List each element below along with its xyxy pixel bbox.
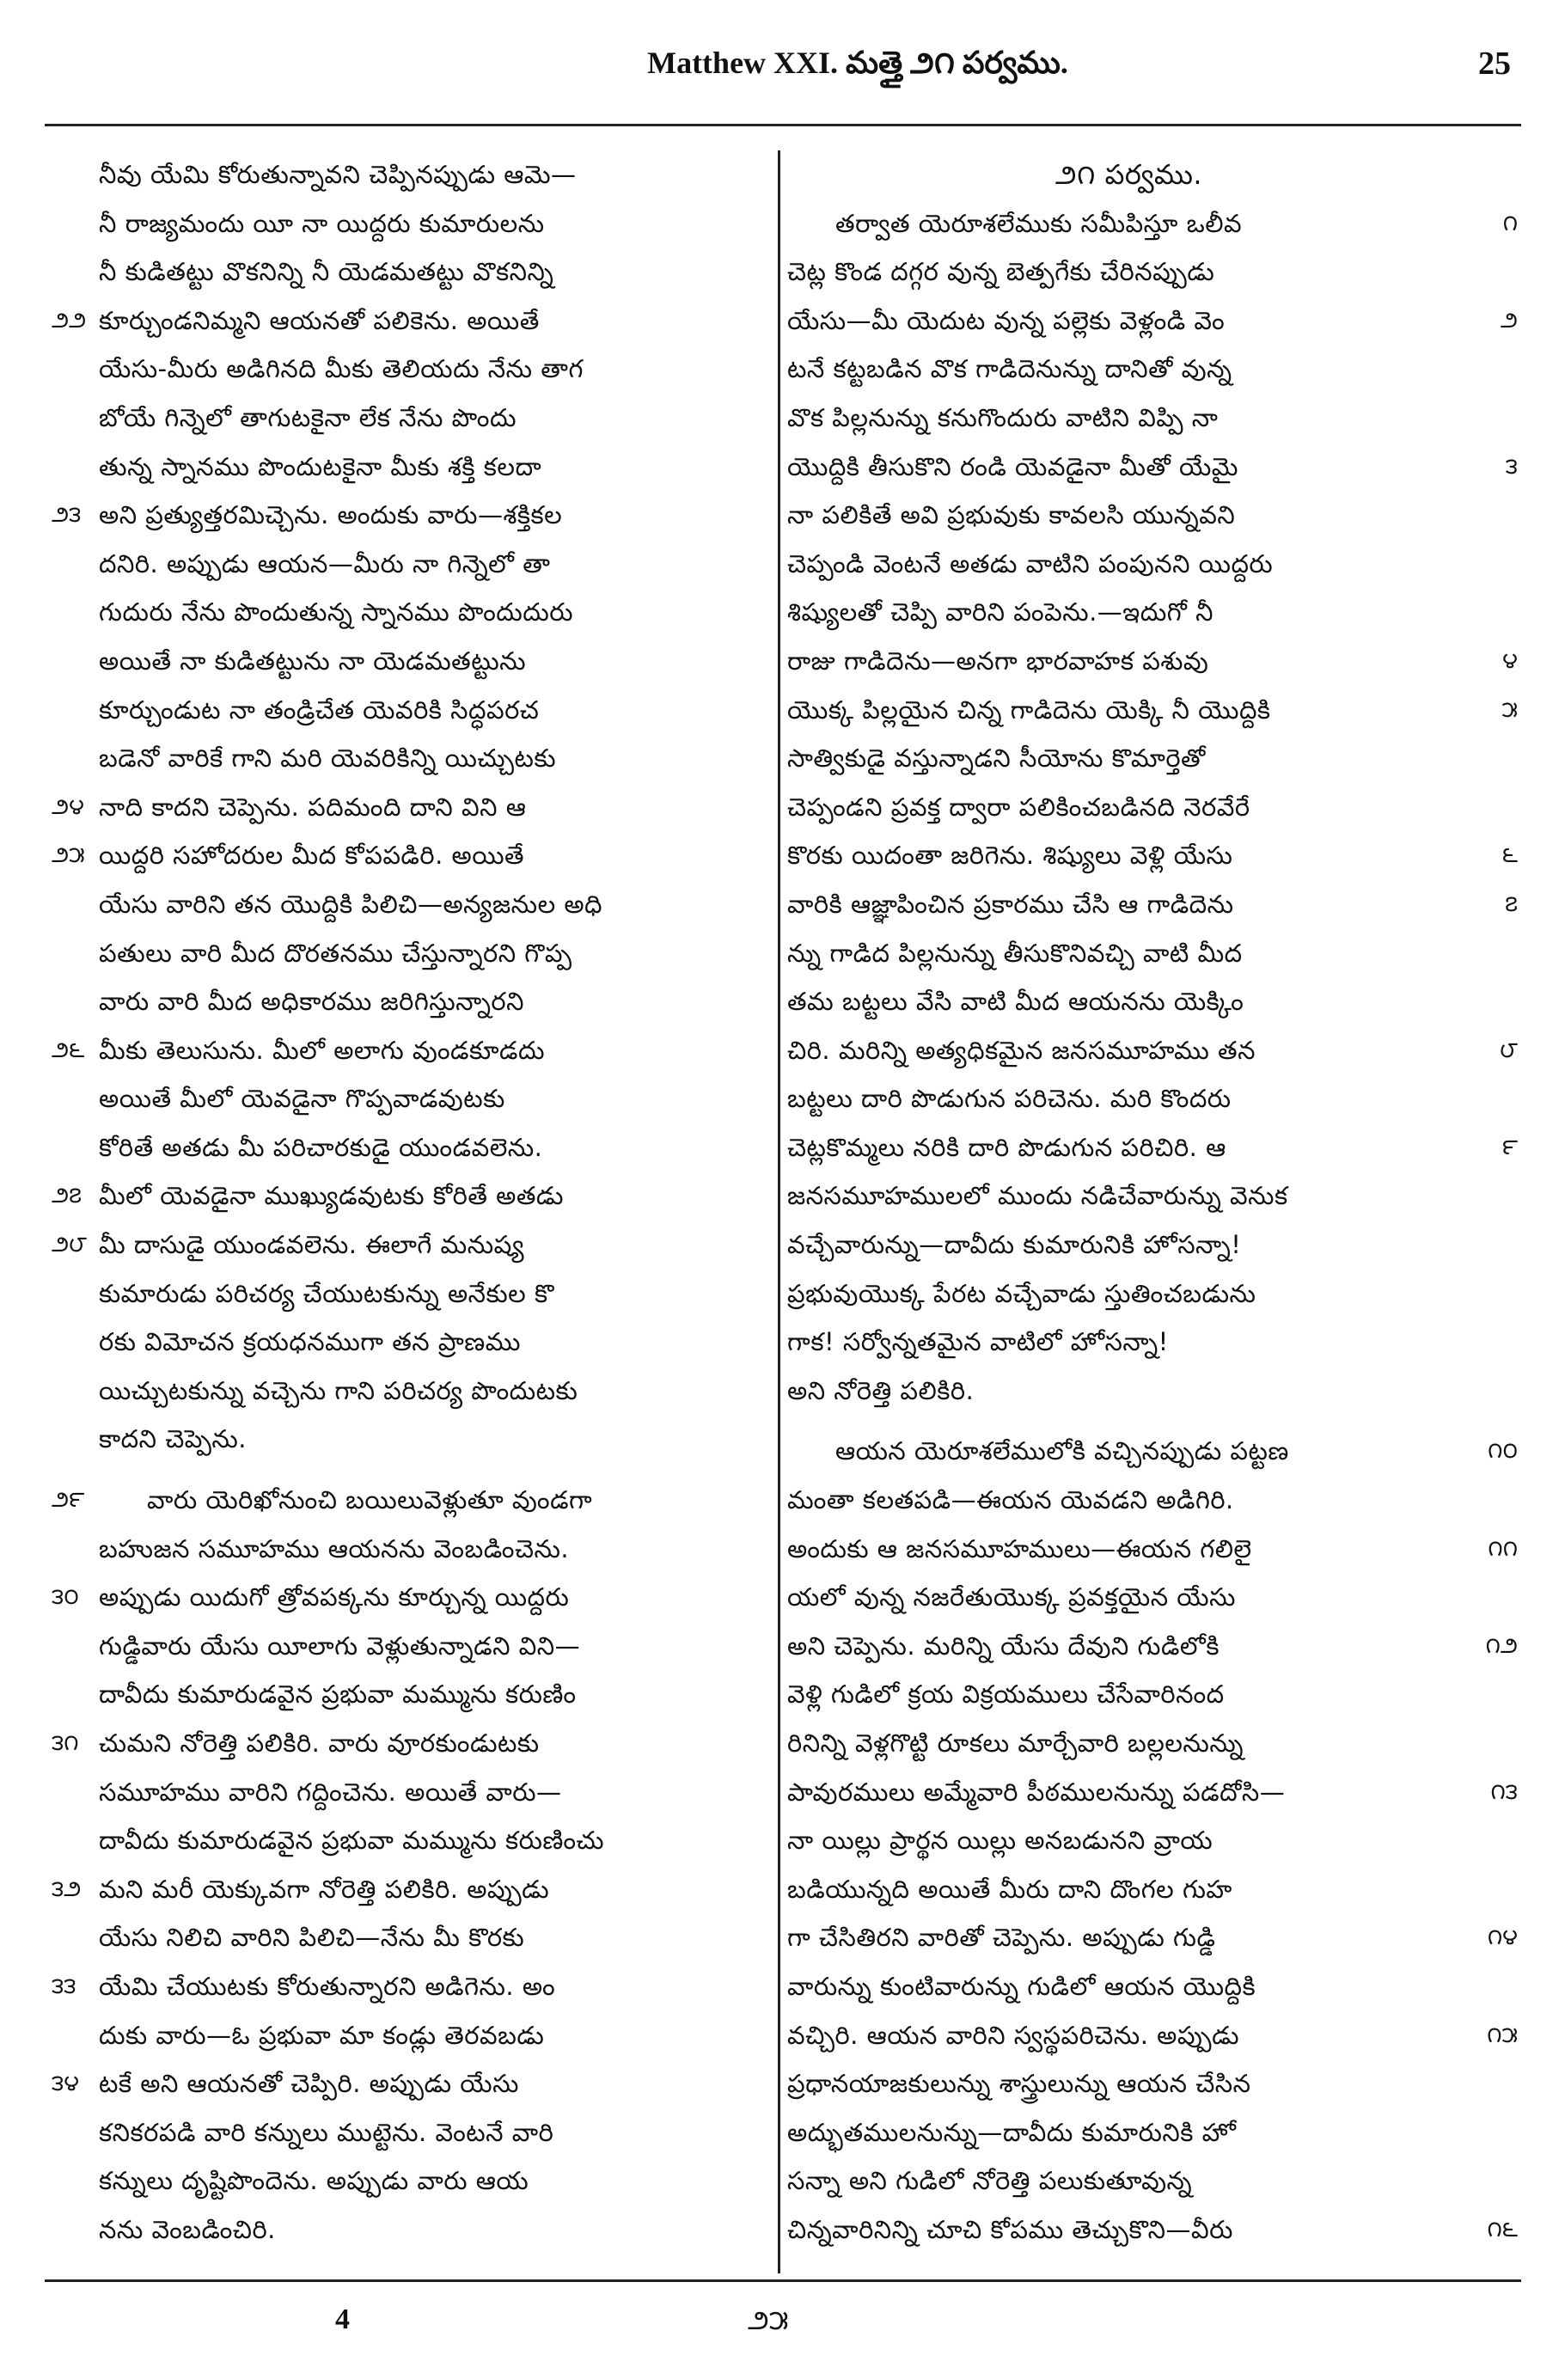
line-text: వారికి ఆజ్ఞాపించిన ప్రకారము చేసి ఆ గాడిదెను xyxy=(787,889,1234,919)
verse-number: ౩౪ xyxy=(52,2071,80,2097)
verse-number: ౬ xyxy=(1501,842,1518,869)
text-line xyxy=(787,345,1518,394)
line-text: కుమారుడు పరిచర్య చేయుటకున్ను అనేకుల కొ xyxy=(99,1278,554,1308)
left-column xyxy=(52,150,773,2255)
line-text: యొద్దికి తీసుకొని రండి యెవడైనా మీతో యేమై xyxy=(787,451,1238,481)
line-text: వెళ్లి గుడిలో క్రయ విక్రయములు చేసేవారినంద xyxy=(787,1679,1225,1710)
text-line xyxy=(787,1074,1518,1123)
text-line xyxy=(787,929,1518,978)
text-line xyxy=(787,248,1518,297)
text-line xyxy=(787,1865,1518,1914)
line-text: రాజు గాడిదెను—అనగా భారవాహక పశువు xyxy=(787,645,1209,676)
line-text: అని నోరెత్తి పలికిరి. xyxy=(787,1375,975,1405)
line-text: వచ్చిరి. ఆయన వారిని స్వస్థపరిచెను. అప్పుడు xyxy=(787,2020,1240,2050)
text-line xyxy=(52,1768,773,1817)
line-text: బట్టలు దారి పొడుగున పరిచెను. మరి కొందరు xyxy=(787,1084,1232,1114)
text-line xyxy=(52,2011,773,2060)
header-rule xyxy=(45,124,1521,126)
verse-number: ౯ xyxy=(1501,1134,1518,1160)
footer-rule xyxy=(45,2279,1521,2282)
verse-number: ౧౨ xyxy=(1485,1632,1518,1659)
line-text: దనిరి. అప్పుడు ఆయన—మీరు నా గిన్నెలో తా xyxy=(99,548,551,578)
text-line xyxy=(52,1816,773,1865)
text-line xyxy=(52,248,773,297)
text-line xyxy=(787,297,1518,346)
line-text: దుకు వారు—ఓ ప్రభువా మా కండ్లు తెరవబడు xyxy=(99,2020,545,2050)
text-line xyxy=(52,443,773,492)
text-line xyxy=(52,1719,773,1768)
text-line xyxy=(52,297,773,346)
text-line xyxy=(787,1476,1518,1525)
line-text: తమ బట్టలు వేసి వాటి మీద ఆయనను యెక్కిం xyxy=(787,987,1244,1017)
line-text: నీవు యేమి కోరుతున్నావని చెప్పినప్పుడు ఆమె— xyxy=(99,160,577,189)
line-text: యిద్దరి సహోదరుల మీద కోపపడిరి. అయితే xyxy=(99,841,525,871)
verse-number: ౧౧ xyxy=(1488,1535,1518,1562)
verse-number: ౩౦ xyxy=(52,1584,79,1611)
line-text: ప్రభువుయొక్క పేరట వచ్చేవాడు స్తుతించబడును xyxy=(787,1278,1256,1308)
line-text: తున్న స్నానము పొందుటకైనా మీకు శక్తి కలదా xyxy=(99,451,542,481)
line-text: పావురములు అమ్మేవారి పీఠములనున్ను పడదోసి— xyxy=(787,1777,1286,1807)
text-line xyxy=(52,1074,773,1123)
text-line xyxy=(787,783,1518,832)
line-text: నా యిల్లు ప్రార్థన యిల్లు అనబడునని వ్రాయ xyxy=(787,1826,1213,1856)
line-text: కనికరపడి వారి కన్నులు ముట్టెను. వెంటనే వారి xyxy=(99,2117,554,2147)
text-line xyxy=(787,2059,1518,2108)
text-line xyxy=(52,831,773,880)
line-text: అని ప్రత్యుత్తరమిచ్చెను. అందుకు వారు—శక్తికల xyxy=(99,500,563,530)
text-line xyxy=(787,686,1518,735)
line-text: బడెనో వారికే గాని మరి యెవరికిన్ని యిచ్చుటకు xyxy=(99,743,557,774)
text-line xyxy=(52,1622,773,1671)
line-text: కన్నులు దృష్టిపొందెను. అప్పుడు వారు ఆయ xyxy=(99,2166,529,2196)
verse-number: ౩౧ xyxy=(52,1730,79,1756)
line-text: సాత్వికుడై వస్తున్నాడని సీయోను కొమార్తెతో xyxy=(787,743,1206,774)
text-line xyxy=(787,1270,1518,1318)
line-text: బడియున్నది అయితే మీరు దాని దొంగల గుహ xyxy=(787,1874,1232,1904)
line-text: యేసు వారిని తన యొద్దికి పిలిచి—అన్యజనుల అధి xyxy=(99,889,603,919)
line-text: దావీదు కుమారుడవైన ప్రభువా మమ్మును కరుణించు xyxy=(99,1826,605,1856)
verse-number: ౩ xyxy=(1505,453,1518,480)
line-text: మంతా కలతపడి—ఈయన యెవడని అడిగిరి. xyxy=(787,1485,1234,1515)
verse-number: ౨౭ xyxy=(52,1183,82,1209)
line-text: తర్వాత యెరూశలేముకు సమీపిస్తూ ఒలీవ xyxy=(835,208,1243,238)
verse-number: ౩౨ xyxy=(52,1875,82,1902)
line-text: నను వెంబడించిరి. xyxy=(99,2214,276,2244)
running-header: Matthew XXI. మత్తై ౨౧ పర్వము. xyxy=(647,46,1068,80)
line-text: ౨౧ పర్వము. xyxy=(1055,158,1203,191)
line-text: కూర్చుండనిమ్మని ఆయనతో పలికెను. అయితే xyxy=(99,305,540,335)
text-line xyxy=(52,1026,773,1075)
text-line xyxy=(52,1415,773,1464)
text-line xyxy=(52,686,773,735)
verse-number: ౨౩ xyxy=(52,502,82,529)
text-line xyxy=(787,831,1518,880)
text-line xyxy=(787,1670,1518,1719)
line-text: బహుజన సమూహము ఆయనను వెంబడించెను. xyxy=(99,1533,570,1563)
footer-mark: ౨౫ xyxy=(748,2304,789,2336)
line-text: గుదురు నేను పొందుతున్న స్నానము పొందుదురు xyxy=(99,597,574,627)
signature-mark: 4 xyxy=(335,2304,350,2335)
line-text: టనే కట్టబడిన వొక గాడిదెనున్ను దానితో వున్న xyxy=(787,354,1232,384)
verse-number: ౨౯ xyxy=(52,1487,85,1514)
text-line xyxy=(787,1913,1518,1962)
text-line xyxy=(787,540,1518,589)
text-line xyxy=(52,2157,773,2206)
verse-number: ౧౫ xyxy=(1487,2022,1518,2048)
page-number: 25 xyxy=(1478,46,1511,82)
chapter-heading xyxy=(787,150,1518,199)
line-text: యేసు-మీరు అడిగినది మీకు తెలియదు నేను తాగ xyxy=(99,354,584,384)
line-text: గా చేసితిరని వారితో చెప్పెను. అప్పుడు గుడ్డి xyxy=(787,1923,1216,1953)
text-line xyxy=(787,1573,1518,1622)
text-line xyxy=(787,1719,1518,1768)
text-line xyxy=(52,1670,773,1719)
text-line xyxy=(52,199,773,248)
line-text: వారున్ను కుంటివారున్ను గుడిలో ఆయన యొద్దికి xyxy=(787,1971,1256,2001)
line-text: నాది కాదని చెప్పెను. పదిమంది దాని విని ఆ xyxy=(99,792,527,822)
text-line xyxy=(52,1367,773,1416)
line-text: మీలో యెవడైనా ముఖ్యుడవుటకు కోరితే అతడు xyxy=(99,1181,564,1211)
text-line xyxy=(787,1172,1518,1221)
verse-number: ౨౪ xyxy=(52,793,84,820)
paragraph-gap xyxy=(52,1464,773,1476)
line-text: అని చెప్పెను. మరిన్ని యేసు దేవుని గుడిలోకి xyxy=(787,1631,1220,1661)
line-text: కూర్చుండుట నా తండ్రిచేత యెవరికి సిద్ధపరచ xyxy=(99,694,540,725)
line-text: కాదని చెప్పెను. xyxy=(99,1424,247,1454)
line-text: రకు విమోచన క్రయధనముగా తన ప్రాణము xyxy=(99,1327,521,1357)
text-line xyxy=(787,2157,1518,2206)
line-text: శిష్యులతో చెప్పి వారిని పంపెను.—ఇదుగో నీ xyxy=(787,597,1213,627)
line-text: వచ్చేవారున్ను—దావీదు కుమారునికి హోసన్నా! xyxy=(787,1230,1242,1260)
line-text: కోరితే అతడు మీ పరిచారకుడై యుండవలెను. xyxy=(99,1132,543,1162)
text-line xyxy=(787,491,1518,540)
text-line xyxy=(787,1427,1518,1476)
text-line xyxy=(787,734,1518,783)
line-text: అయితే నా కుడితట్టును నా యెడమతట్టును xyxy=(99,645,527,676)
line-text: వొక పిల్లనున్ను కనుగొందురు వాటిని విప్పి నా xyxy=(787,402,1219,432)
text-line xyxy=(52,540,773,589)
text-line xyxy=(52,394,773,443)
text-line xyxy=(787,637,1518,686)
text-line xyxy=(52,1476,773,1525)
line-text: అద్భుతములనున్ను—దావీదు కుమారునికి హో xyxy=(787,2117,1237,2147)
line-text: న్ను గాడిద పిల్లనున్ను తీసుకొనివచ్చి వాటి మీద xyxy=(787,938,1243,968)
line-text: నీ కుడితట్టు వొకనిన్ని నీ యెడమతట్టు వొకనిన్ని xyxy=(99,257,554,287)
line-text: మీకు తెలుసును. మీలో అలాగు వుండకూడదు xyxy=(99,1035,545,1065)
line-text: అందుకు ఆ జనసమూహములు—ఈయన గలిలై xyxy=(787,1533,1252,1563)
text-line xyxy=(787,1622,1518,1671)
line-text: సమూహము వారిని గద్దించెను. అయితే వారు— xyxy=(99,1777,562,1807)
line-text: టకే అని ఆయనతో చెప్పిరి. అప్పుడు యేసు xyxy=(99,2069,519,2099)
line-text: యొక్క పిల్లయైన చిన్న గాడిదెను యెక్కి నీ యొద్దికి xyxy=(787,694,1271,725)
line-text: చెప్పండి వెంటనే అతడు వాటిని పంపునని యిద్దరు xyxy=(787,548,1274,578)
verse-number: ౨౫ xyxy=(52,842,85,869)
text-line xyxy=(52,1573,773,1622)
text-line xyxy=(52,977,773,1026)
line-text: పతులు వారి మీద దొరతనము చేస్తున్నారని గొప్ప xyxy=(99,938,572,968)
text-line xyxy=(787,2206,1518,2255)
text-line xyxy=(787,1768,1518,1817)
line-text: నా పలికితే అవి ప్రభువుకు కావలసి యున్నవని xyxy=(787,500,1236,530)
line-text: సన్నా అని గుడిలో నోరెత్తి పలుకుతూవున్న xyxy=(787,2166,1193,2196)
line-text: ప్రధానయాజకులున్ను శాస్త్రులున్ను ఆయన చేసిన xyxy=(787,2069,1251,2099)
verse-number: ౪ xyxy=(1502,647,1518,674)
text-line xyxy=(787,1816,1518,1865)
verse-number: ౫ xyxy=(1501,696,1518,723)
line-text: యలో వున్న నజరేతుయొక్క ప్రవక్తయైన యేసు xyxy=(787,1582,1236,1612)
line-text: చిరి. మరిన్ని అత్యధికమైన జనసమూహము తన xyxy=(787,1035,1256,1065)
line-text: కొరకు యిదంతా జరిగెను. శిష్యులు వెళ్లి యేసు xyxy=(787,841,1233,871)
line-text: వారు యెరిఖోనుంచి బయిలువెళ్లుతూ వుండగా xyxy=(147,1485,593,1515)
text-line xyxy=(52,1318,773,1367)
text-line xyxy=(52,491,773,540)
line-text: చెట్ల కొండ దగ్గర వున్న బెత్పగేకు చేరినప్పుడు xyxy=(787,257,1215,287)
right-column xyxy=(787,150,1518,2255)
text-line xyxy=(787,2011,1518,2060)
column-divider xyxy=(778,150,780,2273)
text-line xyxy=(52,929,773,978)
text-line xyxy=(52,2206,773,2255)
line-text: మీ దాసుడై యుండవలెను. ఈలాగే మనుష్య xyxy=(99,1230,525,1260)
line-text: గుడ్డివారు యేసు యీలాగు వెళ్లుతున్నాడని విని— xyxy=(99,1631,581,1661)
text-line xyxy=(787,394,1518,443)
text-line xyxy=(787,1318,1518,1367)
text-line xyxy=(787,199,1518,248)
text-line xyxy=(52,1865,773,1914)
verse-number: ౨౬ xyxy=(52,1037,85,1063)
line-text: చెప్పండని ప్రవక్త ద్వారా పలికించబడినది నెరవేరే xyxy=(787,792,1250,822)
text-line xyxy=(787,2108,1518,2157)
text-line xyxy=(52,880,773,929)
text-line xyxy=(52,734,773,783)
text-line xyxy=(787,1221,1518,1270)
line-text: యేసు—మీ యెదుట వున్న పల్లెకు వెళ్లండి వెం xyxy=(787,305,1226,335)
line-text: చెట్లకొమ్మలు నరికి దారి పొడుగున పరిచిరి. ఆ xyxy=(787,1132,1226,1162)
line-text: యేసు నిలిచి వారిని పిలిచి—నేను మీ కొరకు xyxy=(99,1923,525,1953)
text-line xyxy=(52,2059,773,2108)
verse-number: ౧ xyxy=(1502,210,1518,236)
verse-number: ౧౩ xyxy=(1490,1778,1518,1805)
text-line xyxy=(52,1525,773,1574)
verse-number: ౩౩ xyxy=(52,1973,76,1999)
line-text: దావీదు కుమారుడవైన ప్రభువా మమ్మును కరుణిం xyxy=(99,1679,577,1710)
line-text: రినిన్ని వెళ్లగొట్టి రూకలు మార్చేవారి బల్లలనున్ను xyxy=(787,1728,1244,1758)
text-line xyxy=(52,1270,773,1318)
text-line xyxy=(52,637,773,686)
text-line xyxy=(52,1123,773,1172)
verse-number: ౨౮ xyxy=(52,1232,87,1258)
text-line xyxy=(52,345,773,394)
line-text: గాక! సర్వోన్నతమైన వాటిలో హోసన్నా! xyxy=(787,1327,1169,1357)
line-text: వారు వారి మీద అధికారము జరిగిస్తున్నారని xyxy=(99,987,524,1017)
text-line xyxy=(787,588,1518,637)
text-line xyxy=(52,588,773,637)
text-line xyxy=(787,1123,1518,1172)
text-line xyxy=(52,1962,773,2011)
line-text: చుమని నోరెత్తి పలికిరి. వారు వూరకుండుటకు xyxy=(99,1728,540,1758)
verse-number: ౧౪ xyxy=(1487,1924,1518,1951)
verse-number: ౧౦ xyxy=(1488,1438,1518,1465)
line-text: యేమి చేయుటకు కోరుతున్నారని అడిగెను. అం xyxy=(99,1971,556,2001)
verse-number: ౧౬ xyxy=(1487,2216,1518,2242)
text-line xyxy=(52,1221,773,1270)
line-text: యిచ్చుటకున్ను వచ్చెను గాని పరిచర్య పొందుటకు xyxy=(99,1375,578,1405)
text-line xyxy=(787,1367,1518,1416)
text-line xyxy=(787,1962,1518,2011)
line-text: అప్పుడు యిదుగో త్రోవపక్కను కూర్చున్న యిద్దరు xyxy=(99,1582,570,1612)
text-line xyxy=(52,1913,773,1962)
text-line xyxy=(52,783,773,832)
line-text: ఆయన యెరూశలేములోకి వచ్చినప్పుడు పట్టణ xyxy=(835,1436,1289,1466)
verse-number: ౮ xyxy=(1500,1037,1518,1063)
text-line xyxy=(52,150,773,199)
text-line xyxy=(787,977,1518,1026)
text-line xyxy=(787,443,1518,492)
verse-number: ౨ xyxy=(1500,307,1518,333)
line-text: జనసమూహములలో ముందు నడిచేవారున్ను వెనుక xyxy=(787,1181,1288,1211)
text-line xyxy=(787,880,1518,929)
text-line xyxy=(787,1525,1518,1574)
text-line xyxy=(52,2108,773,2157)
text-line xyxy=(787,1026,1518,1075)
verse-number: ౨౨ xyxy=(52,307,87,333)
verse-number: ౭ xyxy=(1505,890,1518,917)
line-text: మని మరీ యెక్కువగా నోరెత్తి పలికిరి. అప్పుడు xyxy=(99,1874,550,1904)
line-text: బోయే గిన్నెలో తాగుటకైనా లేక నేను పొందు xyxy=(99,402,517,432)
text-line xyxy=(52,1172,773,1221)
line-text: నీ రాజ్యమందు యీ నా యిద్దరు కుమారులను xyxy=(99,208,545,238)
line-text: అయితే మీలో యెవడైనా గొప్పవాడవుటకు xyxy=(99,1084,505,1114)
line-text: చిన్నవారినిన్ని చూచి కోపము తెచ్చుకొని—వీరు xyxy=(787,2214,1233,2244)
paragraph-gap xyxy=(787,1415,1518,1427)
